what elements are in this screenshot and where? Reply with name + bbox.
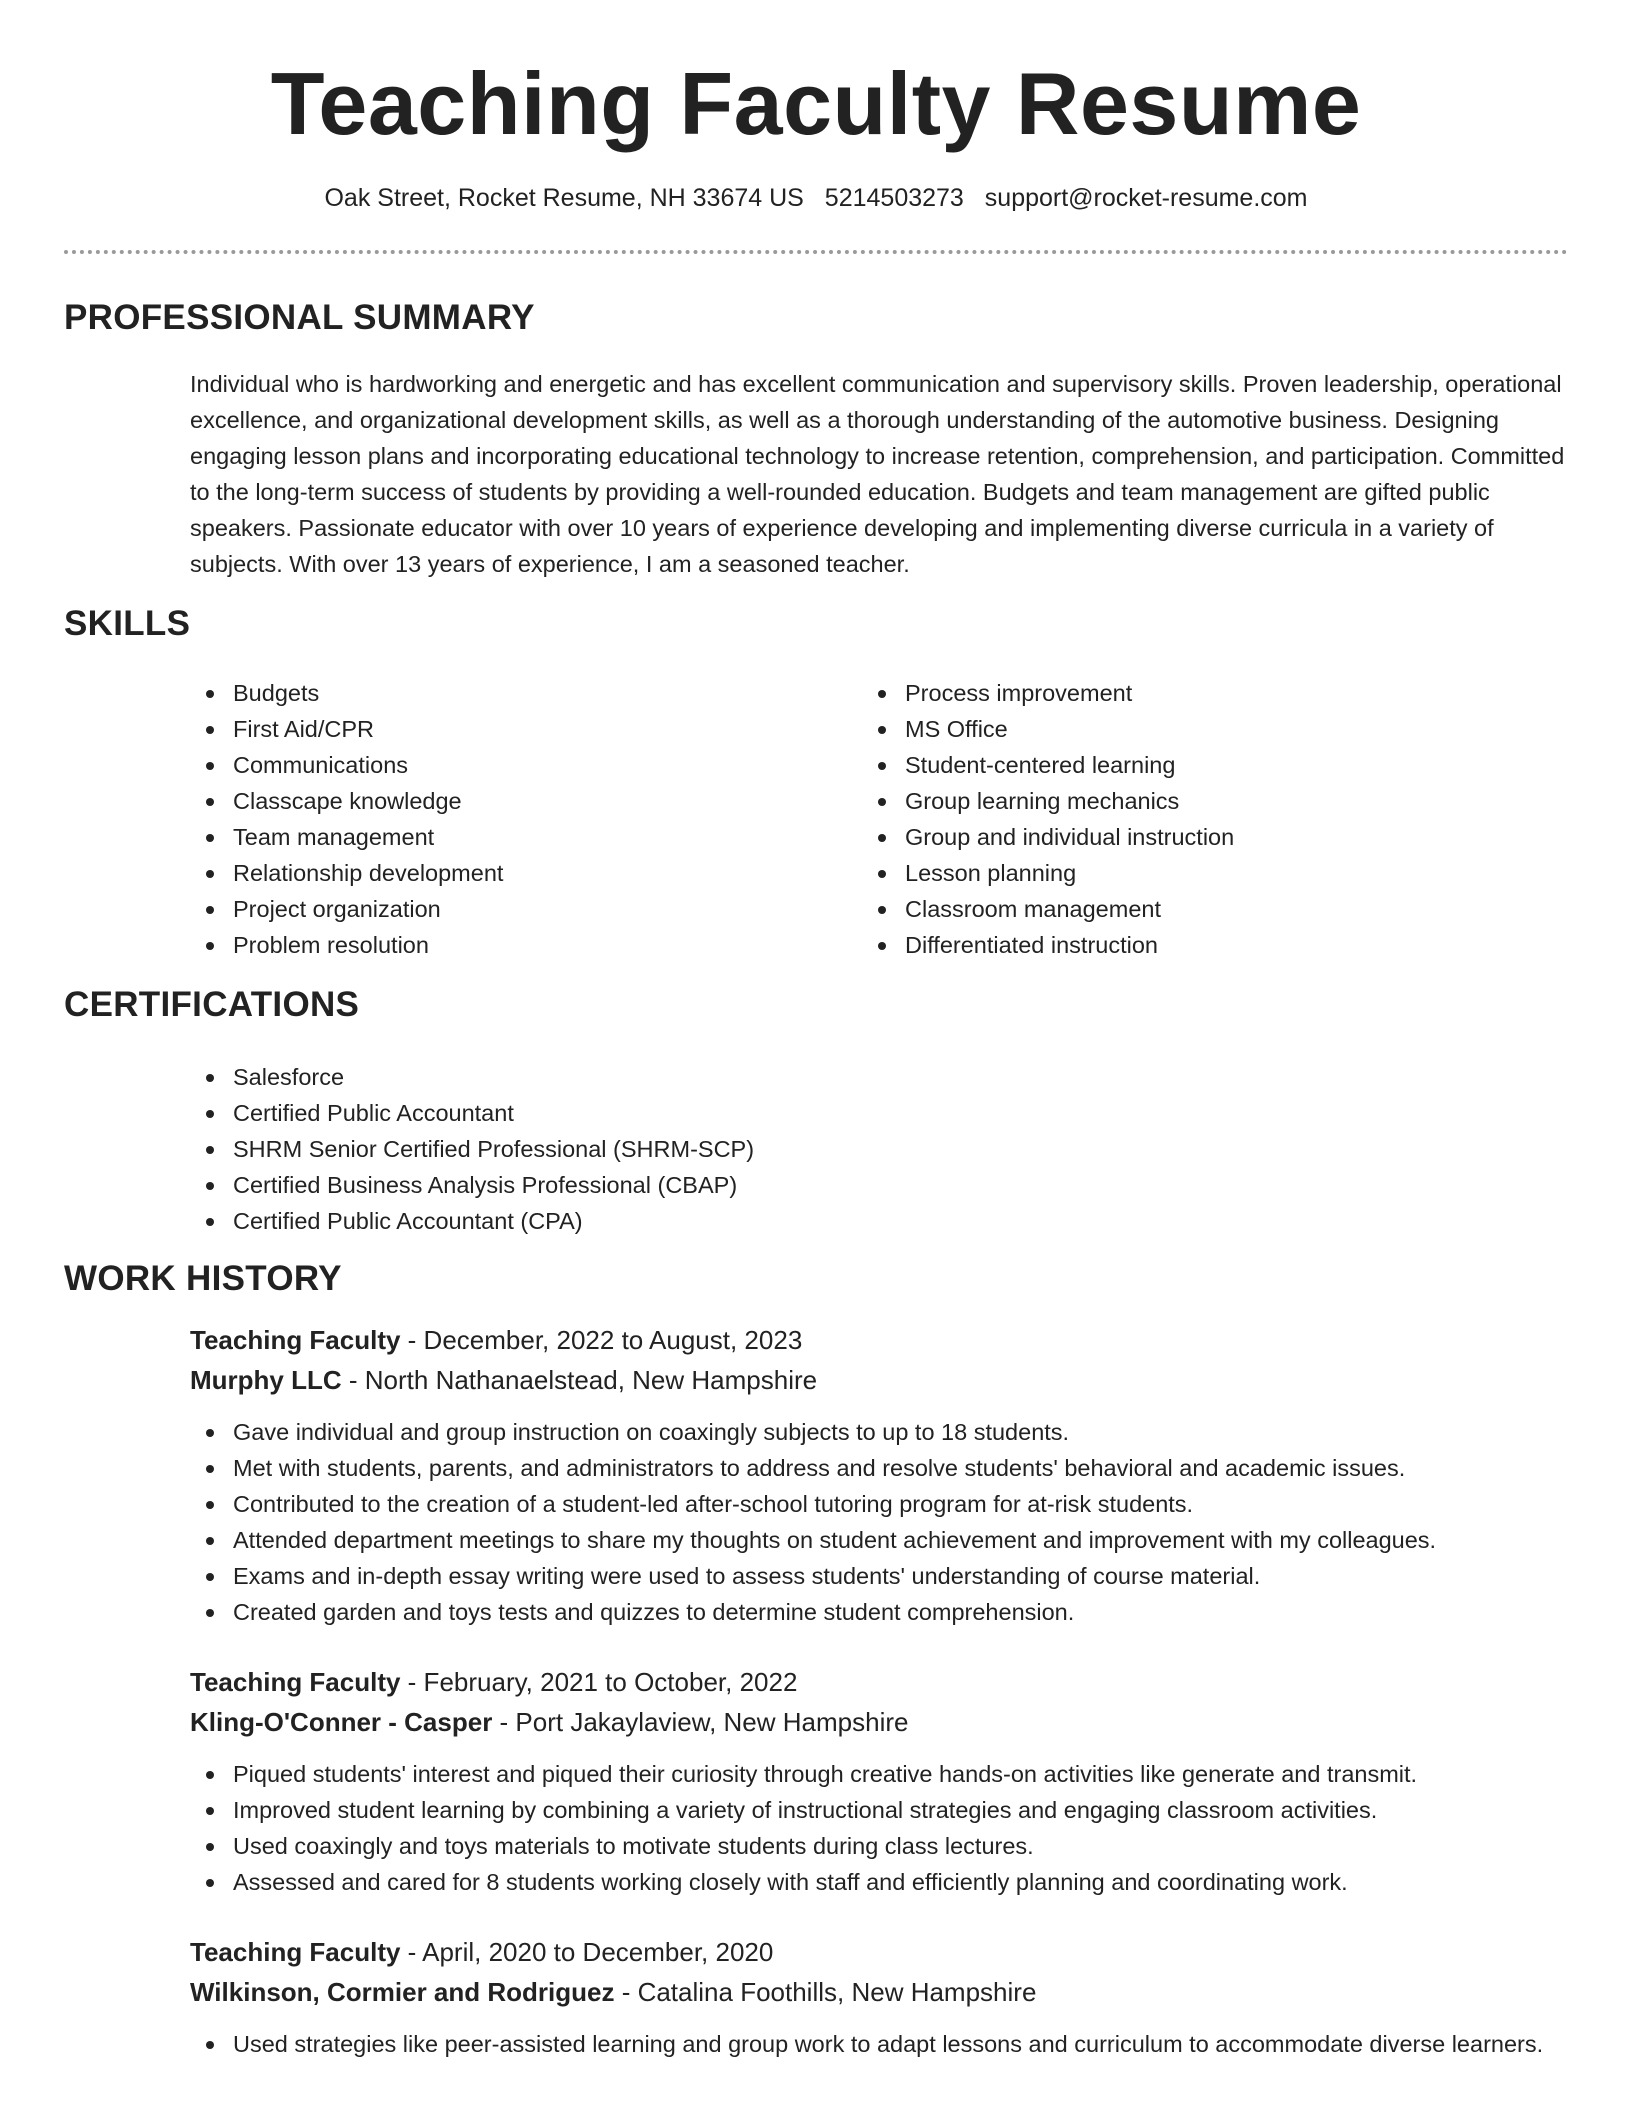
contact-info	[0, 180, 1632, 216]
list-item: Piqued students' interest and piqued their curiosity through creative hands-on activities like generate and transmit.	[190, 1756, 1570, 1792]
job-company: Wilkinson, Cormier and Rodriguez	[190, 1977, 615, 2007]
certifications-list	[190, 1059, 1190, 1239]
job-bullets	[190, 1756, 1570, 1900]
skills-right-column	[862, 675, 1502, 963]
list-item: Project organization	[190, 891, 830, 927]
job-location: - Port Jakaylaview, New Hampshire	[492, 1707, 909, 1737]
list-item: Communications	[190, 747, 830, 783]
list-item: Classcape knowledge	[190, 783, 830, 819]
job-company-line	[190, 1702, 1570, 1742]
job-title-line	[190, 1662, 1570, 1702]
certifications-list-container	[190, 1059, 1190, 1239]
list-item: Gave individual and group instruction on coaxingly subjects to up to 18 students.	[190, 1414, 1570, 1450]
job-bullets	[190, 1414, 1570, 1630]
list-item: Exams and in-depth essay writing were used to assess students' understanding of course material.	[190, 1558, 1570, 1594]
skills-left-list	[190, 675, 830, 963]
page-title: Teaching Faculty Resume	[270, 54, 1362, 153]
list-item: Problem resolution	[190, 927, 830, 963]
list-item: Classroom management	[862, 891, 1502, 927]
skills-left-column	[190, 675, 830, 963]
summary-heading: PROFESSIONAL SUMMARY	[64, 298, 535, 337]
job-entry	[190, 1932, 1570, 2062]
list-item: Lesson planning	[862, 855, 1502, 891]
list-item: Used coaxingly and toys materials to motivate students during class lectures.	[190, 1828, 1570, 1864]
job-title: Teaching Faculty	[190, 1667, 401, 1697]
job-dates: - December, 2022 to August, 2023	[400, 1325, 803, 1355]
job-company-line	[190, 1360, 1570, 1400]
job-entry	[190, 1662, 1570, 1900]
list-item: Created garden and toys tests and quizzes to determine student comprehension.	[190, 1594, 1570, 1630]
job-title: Teaching Faculty	[190, 1325, 401, 1355]
list-item: First Aid/CPR	[190, 711, 830, 747]
list-item: Used strategies like peer-assisted learning and group work to adapt lessons and curriculum to accommodate diverse learners.	[190, 2026, 1570, 2062]
summary-text: Individual who is hardworking and energetic and has excellent communication and supervisory skills. Proven leadership, operational excellence, and organizational development skills, as well as a thorough understanding of the automotive business. Designing engaging lesson plans and incorporating educational technology to increase retention, comprehension, and participation. Committed to the long-term success of students by providing a well-rounded education. Budgets and team management are gifted public speakers. Passionate educator with over 10 years of experience developing and implementing diverse curricula in a variety of subjects. With over 13 years of experience, I am a seasoned teacher.	[190, 371, 1565, 577]
list-item: Improved student learning by combining a variety of instructional strategies and engaging classroom activities.	[190, 1792, 1570, 1828]
list-item: MS Office	[862, 711, 1502, 747]
list-item: Team management	[190, 819, 830, 855]
list-item: Contributed to the creation of a student-led after-school tutoring program for at-risk students.	[190, 1486, 1570, 1522]
list-item: Group and individual instruction	[862, 819, 1502, 855]
list-item: Student-centered learning	[862, 747, 1502, 783]
job-title-line	[190, 1932, 1570, 1972]
list-item: Assessed and cared for 8 students working closely with staff and efficiently planning and coordinating work.	[190, 1864, 1570, 1900]
list-item: Met with students, parents, and administrators to address and resolve students' behavioral and academic issues.	[190, 1450, 1570, 1486]
job-entry	[190, 1320, 1570, 1630]
list-item: Attended department meetings to share my thoughts on student achievement and improvement with my colleagues.	[190, 1522, 1570, 1558]
list-item: Process improvement	[862, 675, 1502, 711]
job-dates: - February, 2021 to October, 2022	[400, 1667, 798, 1697]
contact-address: Oak Street, Rocket Resume, NH 33674 US	[324, 184, 804, 212]
contact-email: support@rocket-resume.com	[984, 184, 1308, 212]
job-title: Teaching Faculty	[190, 1937, 401, 1967]
list-item: Certified Public Accountant (CPA)	[190, 1203, 1190, 1239]
job-bullets	[190, 2026, 1570, 2062]
list-item: Salesforce	[190, 1059, 1190, 1095]
list-item: Certified Business Analysis Professional (CBAP)	[190, 1167, 1190, 1203]
list-item: Relationship development	[190, 855, 830, 891]
work-history-heading: WORK HISTORY	[64, 1259, 342, 1298]
job-location: - Catalina Foothills, New Hampshire	[614, 1977, 1037, 2007]
skills-heading: SKILLS	[64, 604, 191, 643]
job-company: Kling-O'Conner - Casper	[190, 1707, 493, 1737]
job-title-line	[190, 1320, 1570, 1360]
list-item: Group learning mechanics	[862, 783, 1502, 819]
job-company: Murphy LLC	[190, 1365, 342, 1395]
list-item: Certified Public Accountant	[190, 1095, 1190, 1131]
list-item: Budgets	[190, 675, 830, 711]
list-item: SHRM Senior Certified Professional (SHRM-SCP)	[190, 1131, 1190, 1167]
header-divider	[64, 250, 1568, 254]
job-dates: - April, 2020 to December, 2020	[400, 1937, 774, 1967]
skills-right-list	[862, 675, 1502, 963]
job-company-line	[190, 1972, 1570, 2012]
job-location: - North Nathanaelstead, New Hampshire	[341, 1365, 818, 1395]
contact-phone: 5214503273	[824, 184, 964, 212]
certifications-heading: CERTIFICATIONS	[64, 985, 360, 1024]
list-item: Differentiated instruction	[862, 927, 1502, 963]
